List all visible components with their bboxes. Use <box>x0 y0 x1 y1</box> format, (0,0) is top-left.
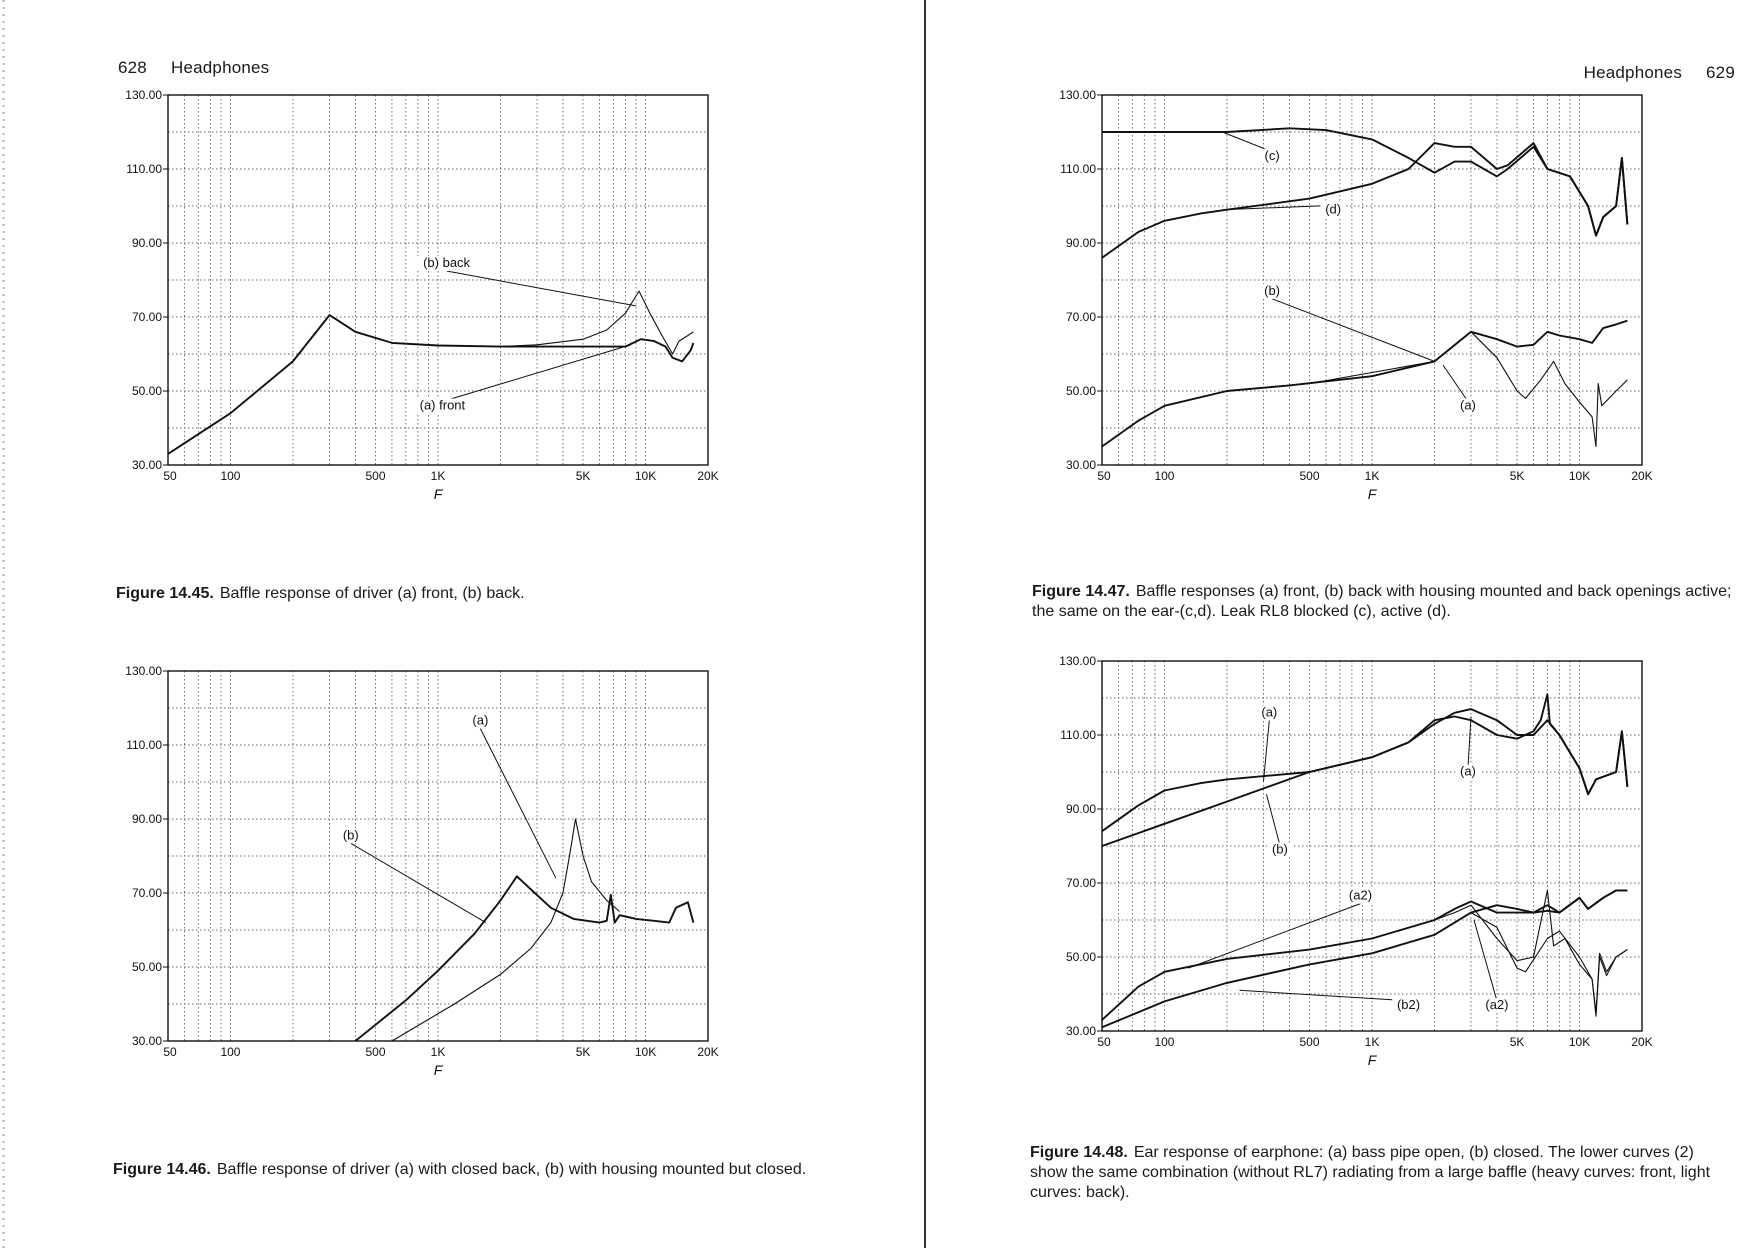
left-running-head <box>118 58 269 78</box>
x-tick-label: 10K <box>1568 1035 1591 1049</box>
x-tick-label: 5K <box>575 1045 591 1059</box>
x-tick-label: 50 <box>1097 469 1111 483</box>
figure-14-45-chart <box>100 85 800 575</box>
y-tick-label: 130.00 <box>125 664 162 678</box>
x-axis-label: F <box>433 1062 443 1078</box>
x-tick-label: 1K <box>430 1045 446 1059</box>
annotation-label: (a) <box>1261 704 1278 720</box>
y-tick-label: 110.00 <box>1060 162 1096 176</box>
x-tick-label: 20K <box>1631 1035 1653 1049</box>
x-tick-label: 100 <box>220 469 241 483</box>
figure-14-47-caption <box>1032 582 1732 622</box>
series-line-b-back <box>501 291 694 354</box>
x-tick-label: 20K <box>697 469 719 483</box>
annotation-leader-line <box>1468 717 1471 768</box>
annotation-label: (b) <box>342 827 359 843</box>
x-tick-label: 50 <box>163 1045 177 1059</box>
annotation-leader-line <box>1266 794 1279 845</box>
annotation-leader-line <box>442 345 630 402</box>
x-tick-label: 1K <box>1364 469 1380 483</box>
y-tick-label: 70.00 <box>1065 876 1096 890</box>
y-tick-label: 30.00 <box>1065 1024 1096 1038</box>
annotation-leader-line <box>1443 365 1468 401</box>
x-tick-label: 500 <box>365 1045 386 1059</box>
y-tick-label: 70.00 <box>1065 310 1096 324</box>
annotation-leader-line <box>1474 920 1497 1001</box>
y-tick-label: 30.00 <box>131 458 162 472</box>
annotation-leader-line <box>447 271 636 306</box>
plot-grid <box>1102 661 1642 1031</box>
figure-14-46-caption <box>113 1160 825 1180</box>
series-line-b <box>1227 332 1628 447</box>
caption-text: Baffle response of driver (a) front, (b) back. <box>219 585 525 602</box>
plot-grid <box>168 671 708 1041</box>
annotation-label: (a2) <box>1348 887 1373 903</box>
annotation-label: (d) <box>1325 201 1342 217</box>
x-tick-label: 50 <box>163 469 177 483</box>
x-tick-label: 50 <box>1097 1035 1111 1049</box>
right-running-title: Headphones <box>1583 63 1683 82</box>
right-page-number: 629 <box>1706 63 1735 82</box>
annotation-label: (b2) <box>1396 996 1421 1012</box>
y-tick-label: 90.00 <box>1065 802 1096 816</box>
right-running-head <box>1584 63 1735 83</box>
page-edge-texture <box>2 0 5 1248</box>
y-tick-label: 130.00 <box>1059 654 1096 668</box>
x-tick-label: 100 <box>1154 469 1175 483</box>
y-tick-label: 30.00 <box>131 1034 162 1048</box>
x-tick-label: 500 <box>1299 469 1320 483</box>
series-line-d <box>1102 143 1627 258</box>
annotation-label: (b) back <box>423 255 471 271</box>
y-tick-label: 130.00 <box>125 88 162 102</box>
x-tick-label: 500 <box>1299 1035 1320 1049</box>
caption-text: Baffle response of driver (a) with closed back, (b) with housing mounted but closed. <box>216 1161 807 1178</box>
y-tick-label: 90.00 <box>131 236 162 250</box>
figure-14-47-chart <box>1034 85 1734 575</box>
series-line-c <box>1102 128 1627 235</box>
left-page-number: 628 <box>118 58 147 77</box>
y-tick-label: 110.00 <box>126 162 162 176</box>
x-tick-label: 10K <box>634 469 657 483</box>
x-axis-label: F <box>1367 486 1377 502</box>
y-tick-label: 70.00 <box>131 310 162 324</box>
y-tick-label: 90.00 <box>131 812 162 826</box>
annotation-label: (a2) <box>1485 996 1509 1012</box>
x-tick-label: 20K <box>697 1045 719 1059</box>
y-tick-label: 30.00 <box>1065 458 1096 472</box>
annotation-label: (b) <box>1264 282 1281 298</box>
figure-14-48-chart <box>1034 651 1734 1141</box>
y-tick-label: 50.00 <box>131 384 162 398</box>
x-tick-label: 100 <box>220 1045 241 1059</box>
annotation-leader-line <box>1188 904 1360 968</box>
series-line-b <box>1102 709 1627 846</box>
book-spine-divider <box>924 0 926 1248</box>
x-axis-label: F <box>433 486 443 502</box>
annotation-leader-line <box>1272 299 1434 362</box>
figure-14-48-caption <box>1030 1143 1735 1203</box>
series-line-a <box>1102 321 1627 447</box>
x-tick-label: 10K <box>1568 469 1591 483</box>
x-tick-label: 20K <box>1631 469 1653 483</box>
annotation-label: (b) <box>1271 841 1288 857</box>
figure-number: Figure 14.45. <box>116 585 214 602</box>
annotation-label: (c) <box>1264 147 1280 163</box>
x-tick-label: 1K <box>1364 1035 1380 1049</box>
x-tick-label: 5K <box>575 469 591 483</box>
annotation-leader-line <box>1240 990 1409 1001</box>
x-tick-label: 5K <box>1509 1035 1525 1049</box>
x-tick-label: 5K <box>1509 469 1525 483</box>
annotation-label: (a) front <box>419 397 466 413</box>
y-tick-label: 90.00 <box>1065 236 1096 250</box>
annotation-label: (a) <box>472 712 489 728</box>
figure-number: Figure 14.48. <box>1030 1144 1128 1161</box>
series-line-a <box>1102 694 1627 831</box>
series-line-a-front <box>168 315 693 454</box>
figure-number: Figure 14.46. <box>113 1161 211 1178</box>
annotation-label: (a) <box>1460 397 1476 413</box>
annotation-leader-line <box>480 729 556 879</box>
y-tick-label: 70.00 <box>131 886 162 900</box>
x-tick-label: 100 <box>1154 1035 1175 1049</box>
left-running-title: Headphones <box>170 58 270 77</box>
annotation-label: (a) <box>1460 763 1476 779</box>
x-axis-label: F <box>1367 1052 1377 1068</box>
plot-grid <box>1102 95 1642 465</box>
x-tick-label: 500 <box>365 469 386 483</box>
y-tick-label: 130.00 <box>1059 88 1096 102</box>
y-tick-label: 50.00 <box>131 960 162 974</box>
figure-14-45-caption <box>116 584 836 604</box>
y-tick-label: 50.00 <box>1065 950 1096 964</box>
caption-text: Baffle responses (a) front, (b) back with housing mounted and back openings active; the same on the ear-(c,d). Leak RL8 blocked (c), active (d). <box>1032 583 1732 620</box>
figure-number: Figure 14.47. <box>1032 583 1130 600</box>
y-tick-label: 110.00 <box>126 738 162 752</box>
x-tick-label: 10K <box>634 1045 657 1059</box>
caption-text: Ear response of earphone: (a) bass pipe open, (b) closed. The lower curves (2) show the same combination (without RL7) radiating from a large baffle (heavy curves: front, light curves: back). <box>1030 1144 1711 1201</box>
x-tick-label: 1K <box>430 469 446 483</box>
y-tick-label: 110.00 <box>1060 728 1096 742</box>
y-tick-label: 50.00 <box>1065 384 1096 398</box>
figure-14-46-chart <box>100 661 800 1151</box>
